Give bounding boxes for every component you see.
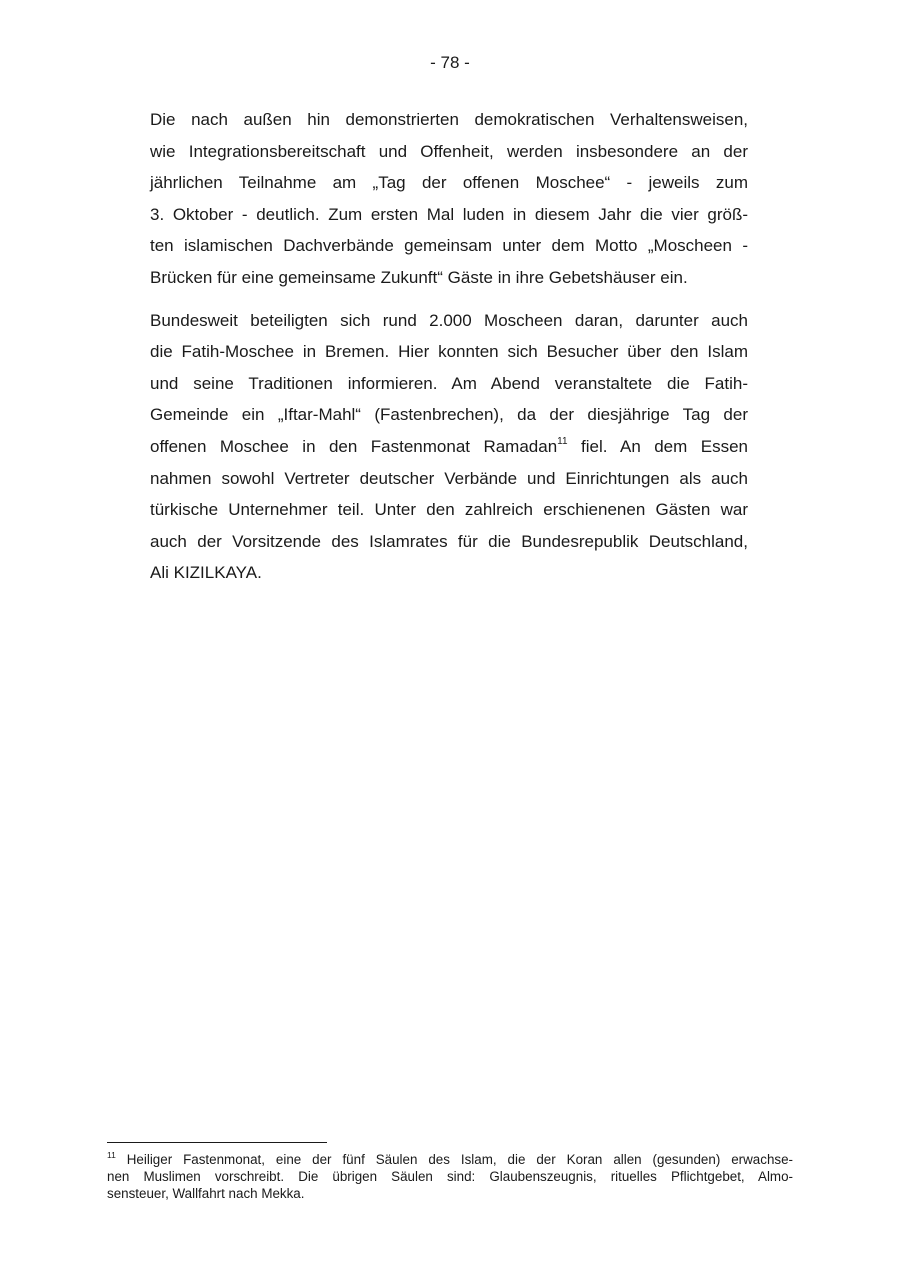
footnote-line: nen Muslimen vorschreibt. Die übrigen Säulen sind: Glaubenszeugnis, rituelles Pflichtgebet, Almo- [107, 1168, 793, 1184]
footnote-separator [107, 1142, 327, 1143]
text-line: türkische Unternehmer teil. Unter den zahlreich erschienenen Gästen war [150, 500, 748, 520]
footnote-number: 11 [107, 1150, 116, 1160]
footnote-reference[interactable]: 11 [557, 435, 568, 447]
text-line: Brücken für eine gemeinsame Zukunft“ Gäste in ihre Gebetshäuser ein. [150, 267, 688, 287]
text-line: ten islamischen Dachverbände gemeinsam unter dem Motto „Moscheen - [150, 236, 748, 256]
text-line: jährlichen Teilnahme am „Tag der offenen Moschee“ - jeweils zum [150, 173, 748, 193]
text-line: Gemeinde ein „Iftar-Mahl“ (Fastenbrechen), da der diesjährige Tag der [150, 405, 748, 425]
text-line: nahmen sowohl Vertreter deutscher Verbände und Einrichtungen als auch [150, 468, 748, 488]
text-line: 3. Oktober - deutlich. Zum ersten Mal luden in diesem Jahr die vier größ- [150, 204, 748, 224]
text-line: wie Integrationsbereitschaft und Offenheit, werden insbesondere an der [150, 141, 748, 161]
footnote-line: sensteuer, Wallfahrt nach Mekka. [107, 1185, 305, 1201]
text-line: die Fatih-Moschee in Bremen. Hier konnten sich Besucher über den Islam [150, 342, 748, 362]
body-text [150, 104, 748, 589]
footnote-text: Heiliger Fastenmonat, eine der fünf Säulen des Islam, die der Koran allen (gesunden) erwachse- [115, 1152, 793, 1167]
footnote-line [107, 1152, 793, 1169]
text-line: Bundesweit beteiligten sich rund 2.000 Moscheen daran, darunter auch [150, 310, 748, 330]
text-line: und seine Traditionen informieren. Am Abend veranstaltete die Fatih- [150, 373, 748, 393]
paragraph-1 [150, 104, 748, 294]
text-segment: offenen Moschee in den Fastenmonat Ramadan [150, 436, 558, 456]
text-line: Die nach außen hin demonstrierten demokratischen Verhaltensweisen, [150, 110, 748, 129]
footnote [107, 1152, 793, 1202]
text-line: Ali KIZILKAYA. [150, 563, 262, 583]
text-line: auch der Vorsitzende des Islamrates für die Bundesrepublik Deutschland, [150, 531, 748, 551]
page-number: - 78 - [430, 53, 470, 72]
paragraph-2 [150, 305, 748, 589]
text-line-with-footnote [150, 431, 748, 463]
text-segment: fiel. An dem Essen [567, 436, 748, 456]
